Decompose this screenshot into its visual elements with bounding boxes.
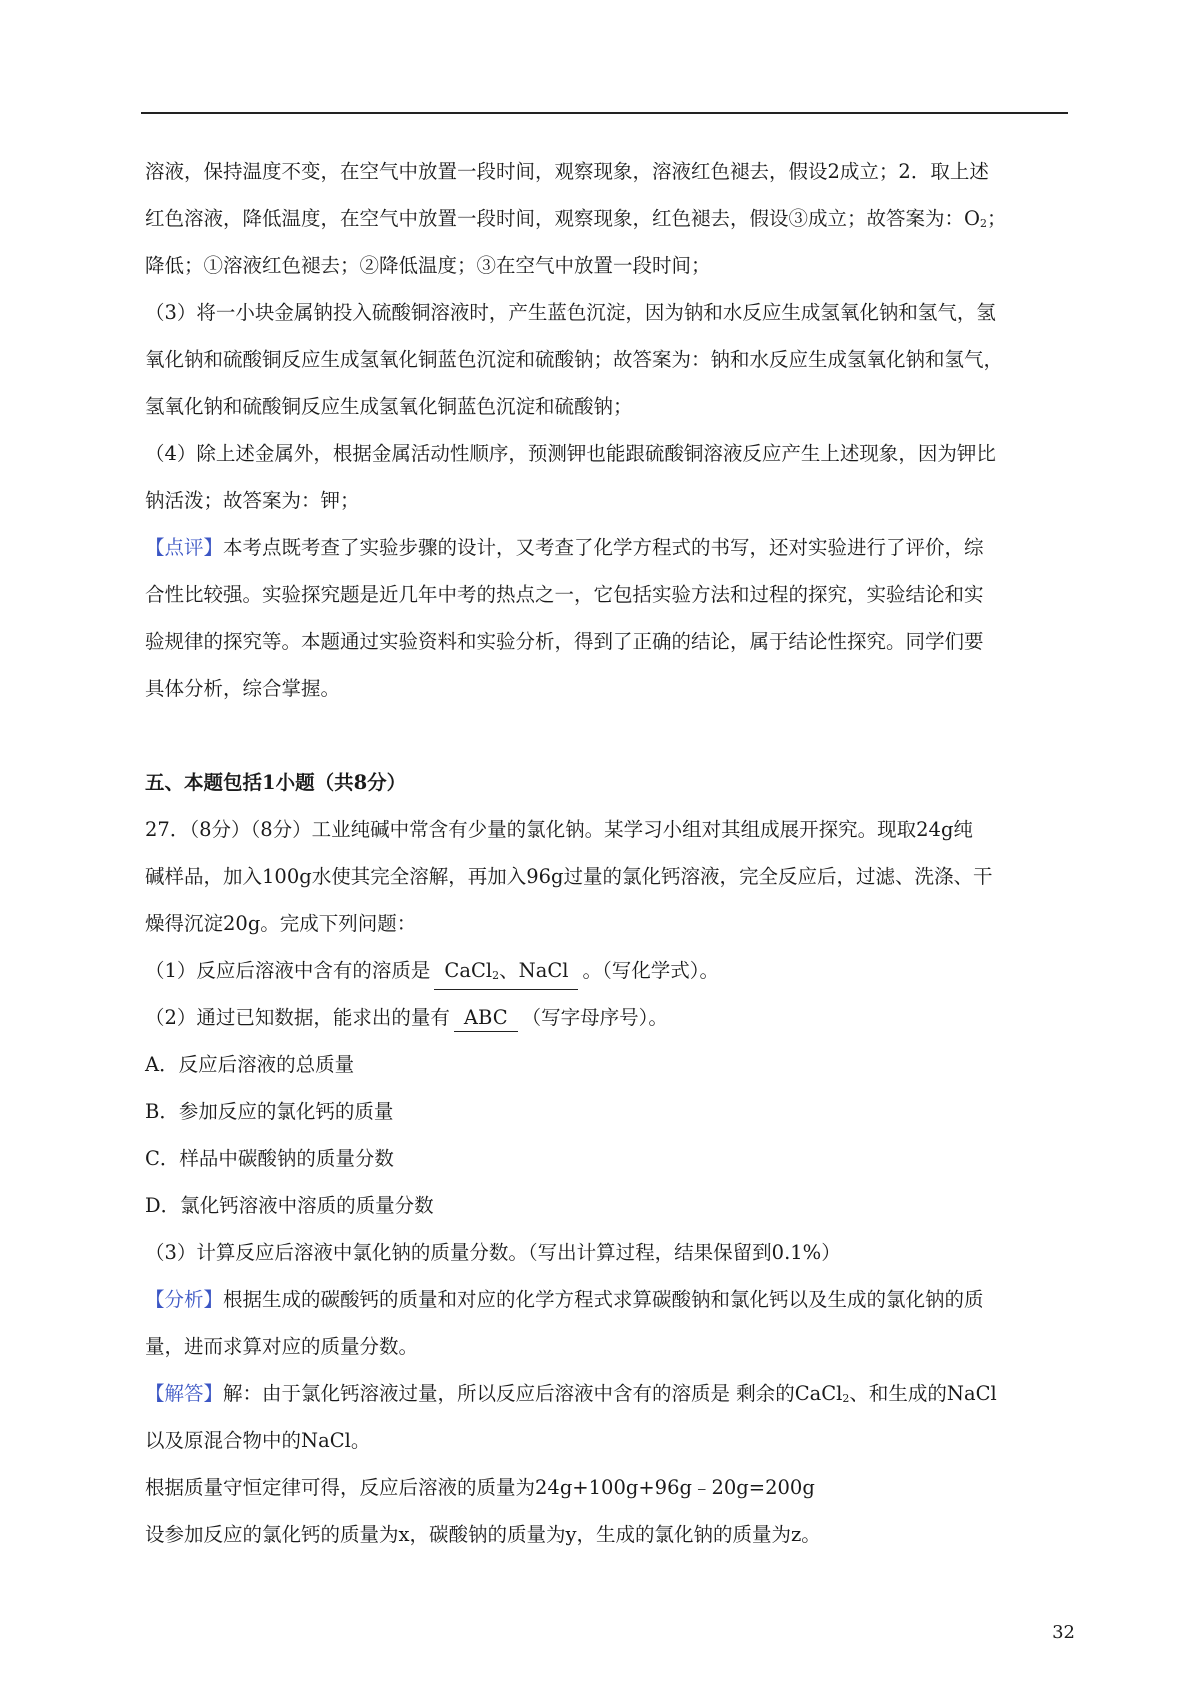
comment-tag: 【点评】	[145, 536, 224, 559]
page-content	[145, 148, 1075, 1558]
text-line: 降低；①溶液红色褪去；②降低温度；③在空气中放置一段时间；	[145, 254, 711, 277]
text-line: （4）除上述金属外，根据金属活动性顺序，预测钾也能跟硫酸铜溶液反应产生上述现象，因为钾比	[145, 442, 996, 465]
question-line: 碱样品，加入100g水使其完全溶解，再加入96g过量的氯化钙溶液，完全反应后，过滤、洗涤、干	[145, 865, 993, 888]
question-line: 燥得沉淀20g。完成下列问题：	[145, 912, 417, 935]
spacer	[145, 712, 1075, 759]
subscript: 2	[492, 969, 500, 982]
answer-line: 【解答】解：由于氯化钙溶液过量，所以反应后溶液中含有的溶质是 剩余的CaCl$_2$、和生成的NaCl	[145, 1382, 997, 1405]
text-line: 设参加反应的氯化钙的质量为x，碳酸钠的质量为y，生成的氯化钠的质量为z。	[145, 1523, 821, 1546]
text-line: 合性比较强。实验探究题是近几年中考的热点之一，它包括实验方法和过程的探究，实验结论和实	[145, 583, 984, 606]
option-c: C．样品中碳酸钠的质量分数	[145, 1147, 394, 1170]
section-heading: 五、本题包括1小题（共8分）	[145, 771, 407, 794]
subscript: 2	[842, 1392, 850, 1405]
header-rule	[141, 112, 1068, 114]
text-line: 具体分析，综合掌握。	[145, 677, 341, 700]
text-line: 溶液，保持温度不变，在空气中放置一段时间，观察现象，溶液红色褪去，假设2成立；2．取上述	[145, 160, 989, 183]
text-line: 氧化钠和硫酸铜反应生成氢氧化铜蓝色沉淀和硫酸钠；故答案为：钠和水反应生成氢氧化钠和氢气，	[145, 348, 1004, 371]
comment-line: 【点评】本考点既考查了实验步骤的设计，又考查了化学方程式的书写，还对实验进行了评价，综	[145, 536, 984, 559]
question-line: （1）反应后溶液中含有的溶质是 CaCl$_2$、NaCl 。（写化学式）。	[145, 947, 1075, 994]
text-line: 钠活泼；故答案为：钾；	[145, 489, 360, 512]
answer-blank: ABC	[454, 1005, 518, 1032]
text-line: 红色溶液，降低温度，在空气中放置一段时间，观察现象，红色褪去，假设③成立；故答案为：$O_2$；	[145, 207, 1007, 230]
text-line: （3）将一小块金属钠投入硫酸铜溶液时，产生蓝色沉淀，因为钠和水反应生成氢氧化钠和氢气，氢	[145, 301, 996, 324]
answer-tag: 【解答】	[145, 1382, 224, 1405]
text-line: 量，进而求算对应的质量分数。	[145, 1335, 419, 1358]
text-line: 根据质量守恒定律可得，反应后溶液的质量为24g+100g+96g﹣20g=200g	[145, 1476, 815, 1499]
analysis-tag: 【分析】	[145, 1288, 224, 1311]
analysis-line: 【分析】根据生成的碳酸钙的质量和对应的化学方程式求算碳酸钠和氯化钙以及生成的氯化钠的质	[145, 1288, 984, 1311]
page-number: 32	[1052, 1622, 1075, 1643]
option-d: D．氯化钙溶液中溶质的质量分数	[145, 1194, 434, 1217]
text-line: 验规律的探究等。本题通过实验资料和实验分析，得到了正确的结论，属于结论性探究。同学们要	[145, 630, 984, 653]
subscript: 2	[980, 217, 987, 230]
option-a: A．反应后溶液的总质量	[145, 1053, 355, 1076]
text-line: 氢氧化钠和硫酸铜反应生成氢氧化铜蓝色沉淀和硫酸钠；	[145, 395, 633, 418]
answer-blank: CaCl$_2$、NaCl	[434, 958, 578, 990]
option-b: B．参加反应的氯化钙的质量	[145, 1100, 394, 1123]
question-line: （2）通过已知数据，能求出的量有 ABC （写字母序号）。	[145, 994, 1075, 1041]
question-line: （3）计算反应后溶液中氯化钠的质量分数。（写出计算过程，结果保留到0.1%）	[145, 1241, 841, 1264]
question-line: 27．（8分）（8分）工业纯碱中常含有少量的氯化钠。某学习小组对其组成展开探究。现取24g纯	[145, 818, 973, 841]
text-line: 以及原混合物中的NaCl。	[145, 1429, 371, 1452]
